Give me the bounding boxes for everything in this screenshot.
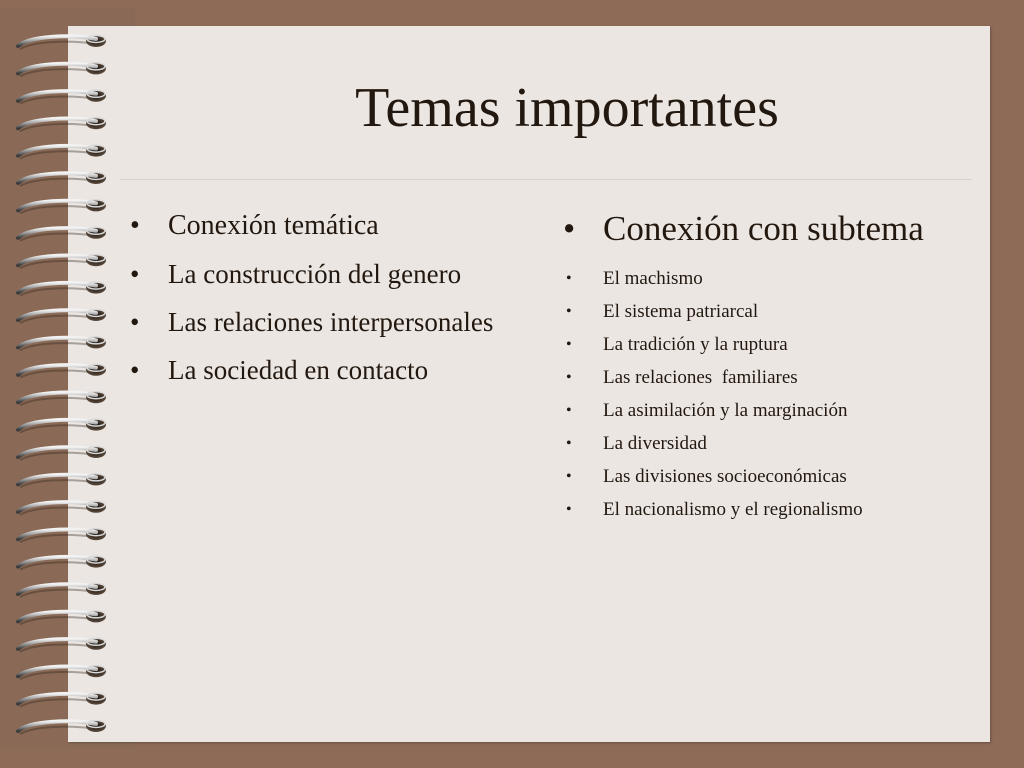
binding-ring-icon [18, 693, 106, 707]
right-bullet-item: • El sistema patriarcal [563, 295, 983, 328]
binding-ring-icon [18, 199, 106, 213]
right-bullet-item: • La tradición y la ruptura [563, 328, 983, 361]
binding-ring-icon [18, 364, 106, 378]
right-bullet-item: • El nacionalismo y el regionalismo [563, 493, 983, 526]
binding-ring-icon [18, 145, 106, 159]
binding-ring-icon [18, 638, 106, 652]
binding-ring-icon [18, 473, 106, 487]
right-bullet-list [563, 205, 983, 526]
right-column-heading: • Conexión con subtema [563, 205, 983, 252]
binding-ring-icon [18, 309, 106, 323]
left-bullet-item: • La construcción del genero [130, 253, 510, 295]
binding-ring-icon [18, 172, 106, 186]
left-bullet-item: • Las relaciones interpersonales [130, 301, 510, 343]
binding-ring-icon [18, 665, 106, 679]
binding-ring-icon [18, 419, 106, 433]
binding-ring-icon [18, 35, 106, 49]
binding-ring-icon [18, 583, 106, 597]
binding-ring-icon [18, 254, 106, 268]
binding-ring-icon [18, 117, 106, 131]
binding-ring-icon [18, 446, 106, 460]
binding-ring-icon [18, 227, 106, 241]
right-bullet-item: • Las divisiones socioeconómicas [563, 460, 983, 493]
left-bullet-list [130, 205, 510, 397]
binding-ring-icon [18, 62, 106, 76]
binding-ring-icon [18, 501, 106, 515]
right-bullet-item: • El machismo [563, 262, 983, 295]
right-bullet-item: • Las relaciones familiares [563, 361, 983, 394]
binding-ring-icon [18, 528, 106, 542]
binding-ring-icon [18, 282, 106, 296]
binding-ring-icon [18, 90, 106, 104]
right-bullet-item: • La asimilación y la marginación [563, 394, 983, 427]
slide-title: Temas importantes [355, 77, 779, 139]
binding-ring-icon [18, 720, 106, 734]
title-divider [120, 179, 972, 180]
binding-ring-icon [18, 391, 106, 405]
binding-ring-icon [18, 610, 106, 624]
binding-ring-icon [18, 556, 106, 570]
right-bullet-item: • La diversidad [563, 427, 983, 460]
left-bullet-item: • Conexión temática [130, 205, 510, 247]
binding-ring-icon [18, 336, 106, 350]
left-bullet-item: • La sociedad en contacto [130, 349, 510, 391]
